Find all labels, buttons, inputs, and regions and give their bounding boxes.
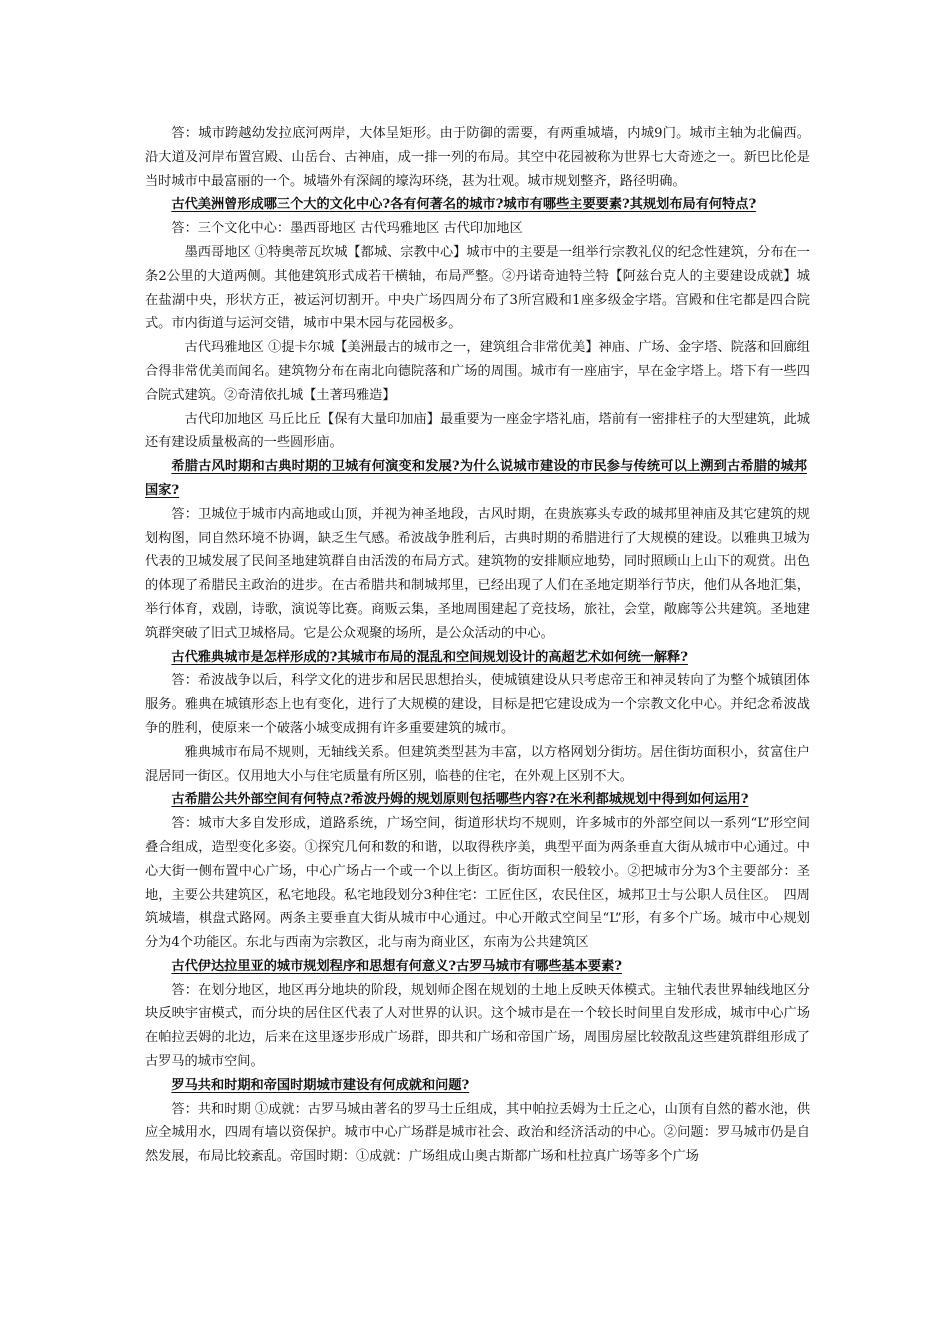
question-heading: 古希腊公共外部空间有何特点?希波丹姆的规划原则包括哪些内容?在米利都城规划中得到如何运用? bbox=[171, 792, 749, 808]
answer-paragraph: 答：城市大多自发形成，道路系统，广场空间，街道形状均不规则，许多城市的外部空间以一系列“L”形空间叠合组成，造型变化多姿。①探究几何和数的和谐，以取得秩序美，典型平面为两条垂直大街从城市中心通过。中心大街一侧布置中心广场，中心广场占一个或一个以上街区。街坊面积一般较小。②把城市分为3个主要部分：圣地，主要公共建筑区，私宅地段。私宅地段划分3种住宅：工匠住区，农民住区，城邦卫士与公职人员住区。 四周筑城墙，棋盘式路网。两条主要垂直大街从城市中心通过。中心开敞式空间呈“L”形，有多个广场。城市中心规划分为4个功能区。东北与西南为宗教区，北与南为商业区，东南为公共建筑区 bbox=[145, 816, 810, 951]
answer-paragraph: 雅典城市布局不规则，无轴线关系。但建筑类型甚为丰富，以方格网划分街坊。居住街坊面积小，贫富住户混居同一街区。仅用地大小与住宅质量有所区别，临巷的住宅，在外观上区别不大。 bbox=[145, 744, 810, 784]
answer-paragraph: 古代印加地区 马丘比丘【保有大量印加庙】最重要为一座金字塔礼庙，塔前有一密排柱子的大型建筑，此城还有建设质量极高的一些圆形庙。 bbox=[145, 411, 810, 451]
answer-paragraph: 答：卫城位于城市内高地或山顶，并视为神圣地段，古风时期，在贵族寡头专政的城邦里神庙及其它建筑的规划构图，同自然环境不协调，缺乏生气感。希波战争胜利后，古典时期的希腊进行了大规模的建设。以雅典卫城为代表的卫城发展了民间圣地建筑群自由活泼的布局方式。建筑物的安排顺应地势，同时照顾山上山下的观赏。出色的体现了希腊民主政治的进步。在古希腊共和制城邦里，已经出现了人们在圣地定期举行节庆，他们从各地汇集，举行体育，戏剧，诗歌，演说等比赛。商贩云集，圣地周围建起了竞技场，旅社，会堂，敞廊等公共建筑。圣地建筑群突破了旧式卫城格局。它是公众观聚的场所，是公众活动的中心。 bbox=[145, 506, 810, 641]
answer-paragraph: 古代玛雅地区 ①提卡尔城【美洲最古的城市之一，建筑组合非常优美】神庙、广场、金字塔、院落和回廊组合得非常优美而闻名。建筑物分布在南北向德院落和广场的周围。城市有一座庙宇，早在金字塔上。塔下有一些四合院式建筑。②奇清依扎城【土著玛雅造】 bbox=[145, 340, 810, 403]
question-heading: 古代美洲曾形成哪三个大的文化中心?各有何著名的城市?城市有哪些主要要素?其规划布局有何特点? bbox=[171, 197, 757, 213]
answer-paragraph: 答：共和时期 ①成就：古罗马城由著名的罗马士丘组成，其中帕拉丢姆为士丘之心，山顶有自然的蓄水池，供应全城用水，四周有墙以资保护。城市中心广场群是城市社会、政治和经济活动的中心。②问题：罗马城市仍是自然发展，布局比较紊乱。帝国时期：①成就：广场组成山奥古斯都广场和杜拉真广场等多个广场 bbox=[145, 1101, 810, 1165]
document-page bbox=[145, 122, 810, 1169]
answer-paragraph: 答：三个文化中心：墨西哥地区 古代玛雅地区 古代印加地区 bbox=[171, 221, 523, 237]
question-heading: 古代伊达拉里亚的城市规划程序和思想有何意义?古罗马城市有哪些基本要素? bbox=[171, 958, 623, 974]
question-heading: 罗马共和时期和帝国时期城市建设有何成就和问题? bbox=[171, 1077, 470, 1093]
answer-paragraph: 答：城市跨越幼发拉底河两岸，大体呈矩形。由于防御的需要，有两重城墙，内城9门。城市主轴为北偏西。沿大道及河岸布置宫殿、山岳台、古神庙，成一排一列的布局。其空中花园被称为世界七大奇迹之一。新巴比伦是当时城市中最富丽的一个。城墙外有深阔的壕沟环绕，甚为壮观。城市规划整齐，路径明确。 bbox=[145, 126, 810, 189]
question-heading: 希腊古风时期和古典时期的卫城有何演变和发展?为什么说城市建设的市民参与传统可以上溯到古希腊的城邦国家? bbox=[145, 459, 807, 498]
answer-paragraph: 墨西哥地区 ①特奥蒂瓦坎城【都城、宗教中心】城市中的主要是一组举行宗教礼仪的纪念性建筑，分布在一条2公里的大道两侧。其他建筑形式成若干横轴，布局严整。②丹诺奇迪特兰特【阿兹台克人的主要建设成就】城在盐湖中央，形状方正，被运河切割开。中央广场四周分布了3所宫殿和1座多级金字塔。宫殿和住宅都是四合院式。市内街道与运河交错，城市中果木园与花园极多。 bbox=[145, 244, 810, 332]
question-heading: 古代雅典城市是怎样形成的?其城市布局的混乱和空间规划设计的高超艺术如何统一解释? bbox=[171, 649, 688, 665]
answer-paragraph: 答：在划分地区，地区再分地块的阶段，规划师企图在规划的土地上反映天体模式。主轴代表世界轴线地区分块反映宇宙模式，而分块的居住区代表了人对世界的认识。这个城市是在一个较长时间里自发形成，城市中心广场在帕拉丟姆的北边，后来在这里逐步形成广场群，即共和广场和帝国广场，周围房屋比较散乱这些建筑群组形成了古罗马的城市空间。 bbox=[145, 982, 810, 1070]
answer-paragraph: 答：希波战争以后，科学文化的进步和居民思想抬头，使城镇建设从只考虑帝王和神灵转向了为整个城镇团体服务。雅典在城镇形态上也有变化，进行了大规模的建设，目标是把它建设成为一个宗教文化中心。并纪念希波战争的胜利，使原来一个破落小城变成拥有许多重要建筑的城市。 bbox=[145, 673, 810, 736]
